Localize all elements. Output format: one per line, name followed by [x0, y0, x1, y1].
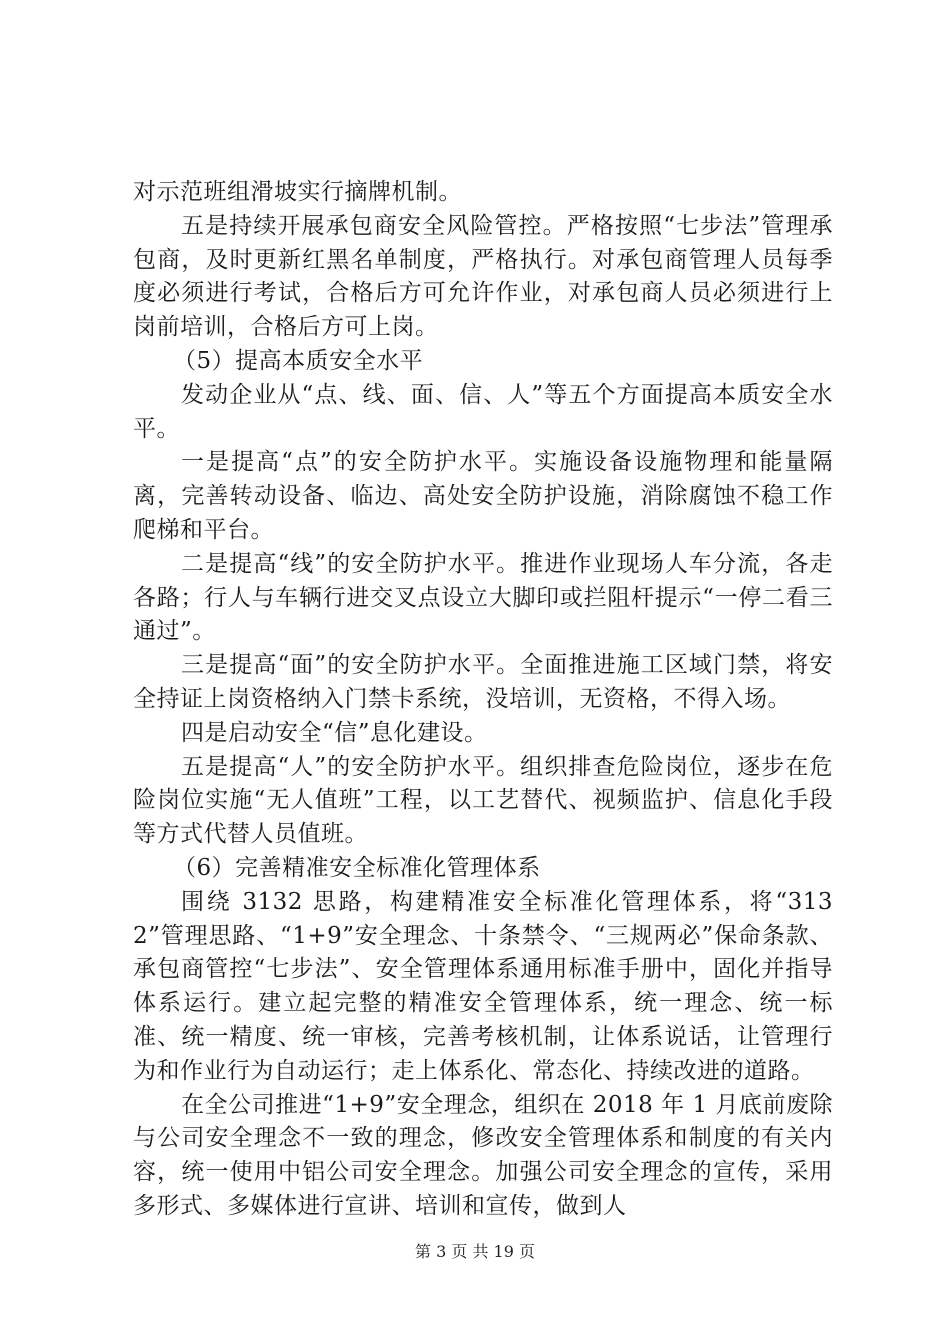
paragraph-line-protection: 二是提高“线”的安全防护水平。推进作业现场人车分流，各走各路；行人与车辆行进交叉点设立大脚印或拦阻杆提示“一停二看三通过”。	[133, 550, 833, 645]
section-heading-5: （5）提高本质安全水平	[173, 347, 424, 374]
section-heading-6: （6）完善精准安全标准化管理体系	[173, 854, 541, 881]
paragraph-information-construction: 四是启动安全“信”息化建设。	[181, 719, 488, 746]
paragraph-standardization-system: 围绕 3132 思路，构建精准安全标准化管理体系，将“3132”管理思路、“1+9”安全理念、十条禁令、“三规两必”保命条款、承包商管控“七步法”、安全管理体系通用标准手册中，固化并指导体系运行。建立起完整的精准安全管理体系，统一理念、统一标准、统一精度、统一审核，完善考核机制，让体系说话，让管理行为和作业行为自动运行；走上体系化、常态化、持续改进的道路。	[133, 888, 833, 1084]
paragraph-safety-concept-promotion: 在全公司推进“1+9”安全理念，组织在 2018 年 1 月底前废除与公司安全理念不一致的理念，修改安全管理体系和制度的有关内容，统一使用中铝公司安全理念。加强公司安全理念的宣传，采用多形式、多媒体进行宣讲、培训和宣传，做到人	[133, 1091, 833, 1219]
paragraph-point-protection: 一是提高“点”的安全防护水平。实施设备设施物理和能量隔离，完善转动设备、临边、高处安全防护设施，消除腐蚀不稳工作爬梯和平台。	[133, 449, 833, 543]
paragraph-personnel-protection: 五是提高“人”的安全防护水平。组织排查危险岗位，逐步在危险岗位实施“无人值班”工程，以工艺替代、视频监护、信息化手段等方式代替人员值班。	[133, 753, 833, 848]
page-footer: 第 3 页 共 19 页	[415, 1242, 535, 1261]
paragraph-contractor-risk-control: 五是持续开展承包商安全风险管控。严格按照“七步法”管理承包商，及时更新红黑名单制度，严格执行。对承包商管理人员每季度必须进行考试，合格后方可允许作业，对承包商人员必须进行上岗前培训，合格后方可上岗。	[133, 212, 833, 341]
paragraph-area-protection: 三是提高“面”的安全防护水平。全面推进施工区域门禁，将安全持证上岗资格纳入门禁卡系统，没培训，无资格，不得入场。	[133, 652, 833, 712]
paragraph-continuation: 对示范班组滑坡实行摘牌机制。	[133, 179, 462, 205]
paragraph-five-aspects-intro: 发动企业从“点、线、面、信、人”等五个方面提高本质安全水平。	[133, 381, 833, 442]
document-body	[133, 176, 833, 1224]
